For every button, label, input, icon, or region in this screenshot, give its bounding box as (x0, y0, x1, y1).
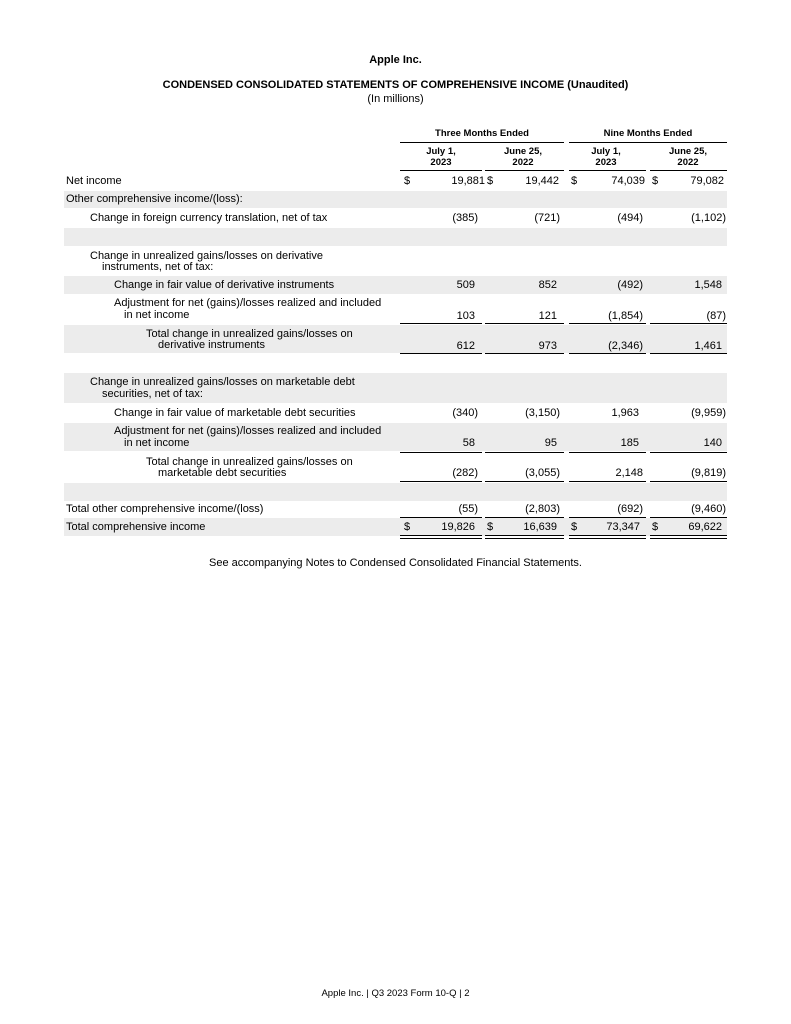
row-label-continued: marketable debt securities (158, 467, 287, 479)
divider (569, 452, 646, 453)
cell-value: (9,819) (691, 467, 726, 479)
divider (650, 353, 727, 354)
cell-value: 79,082 (690, 175, 724, 187)
currency-symbol: $ (404, 521, 411, 533)
table-row (64, 209, 727, 226)
column-header: July 1, 2023 (426, 146, 456, 168)
row-label-continued: in net income (124, 309, 190, 321)
divider (400, 353, 482, 354)
cell-value: 852 (538, 279, 557, 291)
table-row (64, 173, 727, 190)
table-row (64, 325, 727, 353)
row-label-continued: in net income (124, 437, 190, 449)
column-header: June 25, 2022 (668, 146, 708, 168)
cell-value: (492) (617, 279, 643, 291)
divider (485, 481, 564, 482)
divider (650, 323, 727, 324)
row-label: Adjustment for net (gains)/losses realized and included (114, 425, 382, 437)
cell-value: (9,959) (691, 407, 726, 419)
cell-value: 140 (703, 437, 722, 449)
column-header: July 1, 2023 (591, 146, 621, 168)
table-row (64, 248, 727, 274)
company-name: Apple Inc. (369, 54, 422, 66)
statement-title: CONDENSED CONSOLIDATED STATEMENTS OF COMPREHENSIVE INCOME (Unaudited) (162, 79, 629, 91)
row-label: Change in unrealized gains/losses on marketable debt (90, 376, 355, 388)
divider (485, 538, 564, 539)
cell-value: (9,460) (691, 503, 726, 515)
cell-value: 16,639 (523, 521, 557, 533)
currency-symbol: $ (652, 521, 659, 533)
cell-value: (282) (452, 467, 478, 479)
divider (650, 170, 727, 171)
cell-value: (2,803) (525, 503, 560, 515)
table-row (64, 295, 727, 323)
cell-value: (340) (452, 407, 478, 419)
divider (569, 323, 646, 324)
cell-value: (1,102) (691, 212, 726, 224)
row-label: Other comprehensive income/(loss): (66, 193, 243, 205)
currency-symbol: $ (571, 175, 578, 187)
table-row (64, 191, 727, 208)
cell-value: 19,442 (525, 175, 559, 187)
divider (569, 538, 646, 539)
currency-symbol: $ (652, 175, 659, 187)
table-row (64, 454, 727, 482)
cell-value: (692) (617, 503, 643, 515)
cell-value: 95 (544, 437, 557, 449)
cell-value: (385) (452, 212, 478, 224)
column-header: June 25, 2022 (503, 146, 543, 168)
divider (400, 452, 482, 453)
spacer-row (64, 483, 727, 501)
period-group-three-months: Three Months Ended (435, 128, 529, 139)
row-label: Total other comprehensive income/(loss) (66, 503, 264, 515)
divider (569, 170, 646, 171)
currency-symbol: $ (487, 175, 494, 187)
cell-value: 973 (538, 340, 557, 352)
units-note: (In millions) (367, 93, 424, 105)
cell-value: 509 (456, 279, 475, 291)
divider (569, 353, 646, 354)
row-label: Adjustment for net (gains)/losses realized and included (114, 297, 382, 309)
divider (650, 538, 727, 539)
cell-value: 1,461 (694, 340, 722, 352)
divider (400, 535, 482, 536)
divider (485, 170, 564, 171)
row-label: Total comprehensive income (66, 521, 206, 533)
divider (485, 535, 564, 536)
row-label: Change in fair value of derivative instruments (114, 279, 335, 291)
cell-value: 2,148 (615, 467, 643, 479)
currency-symbol: $ (487, 521, 494, 533)
cell-value: 121 (538, 310, 557, 322)
divider (400, 538, 482, 539)
row-label-continued: securities, net of tax: (102, 388, 203, 400)
cell-value: 1,548 (694, 279, 722, 291)
currency-symbol: $ (404, 175, 411, 187)
page-footer: Apple Inc. | Q3 2023 Form 10-Q | 2 (321, 988, 470, 999)
cell-value: (1,854) (608, 310, 643, 322)
currency-symbol: $ (571, 521, 578, 533)
divider (485, 353, 564, 354)
divider (650, 535, 727, 536)
spacer-row (64, 228, 727, 246)
cell-value: 73,347 (606, 521, 640, 533)
cell-value: (2,346) (608, 340, 643, 352)
table-row (64, 373, 727, 403)
cell-value: 74,039 (611, 175, 645, 187)
cell-value: 19,881 (451, 175, 485, 187)
cell-value: (3,055) (525, 467, 560, 479)
table-row (64, 518, 727, 536)
cell-value: (55) (458, 503, 478, 515)
cell-value: 612 (456, 340, 475, 352)
table-row (64, 423, 727, 451)
divider (569, 481, 646, 482)
cell-value: 103 (456, 310, 475, 322)
divider (400, 142, 564, 143)
cell-value: 69,622 (688, 521, 722, 533)
cell-value: 185 (620, 437, 639, 449)
divider (400, 323, 482, 324)
row-label: Net income (66, 175, 122, 187)
cell-value: (3,150) (525, 407, 560, 419)
row-label: Change in unrealized gains/losses on derivative (90, 250, 323, 262)
divider (400, 481, 482, 482)
divider (485, 323, 564, 324)
divider (650, 452, 727, 453)
row-label: Total change in unrealized gains/losses on (146, 328, 353, 340)
table-row (64, 501, 727, 518)
divider (569, 535, 646, 536)
cell-value: (87) (706, 310, 726, 322)
row-label-continued: derivative instruments (158, 339, 265, 351)
cell-value: (494) (617, 212, 643, 224)
cell-value: 58 (462, 437, 475, 449)
divider (650, 481, 727, 482)
footnote: See accompanying Notes to Condensed Consolidated Financial Statements. (208, 557, 582, 569)
table-row (64, 276, 727, 294)
cell-value: 1,963 (611, 407, 639, 419)
divider (569, 142, 727, 143)
cell-value: (721) (534, 212, 560, 224)
divider (400, 170, 482, 171)
cell-value: 19,826 (441, 521, 475, 533)
period-group-nine-months: Nine Months Ended (603, 128, 693, 139)
row-label: Total change in unrealized gains/losses on (146, 456, 353, 468)
row-label-continued: instruments, net of tax: (102, 261, 214, 273)
row-label: Change in fair value of marketable debt securities (114, 407, 356, 419)
table-row (64, 404, 727, 422)
row-label: Change in foreign currency translation, net of tax (90, 212, 328, 224)
divider (485, 452, 564, 453)
